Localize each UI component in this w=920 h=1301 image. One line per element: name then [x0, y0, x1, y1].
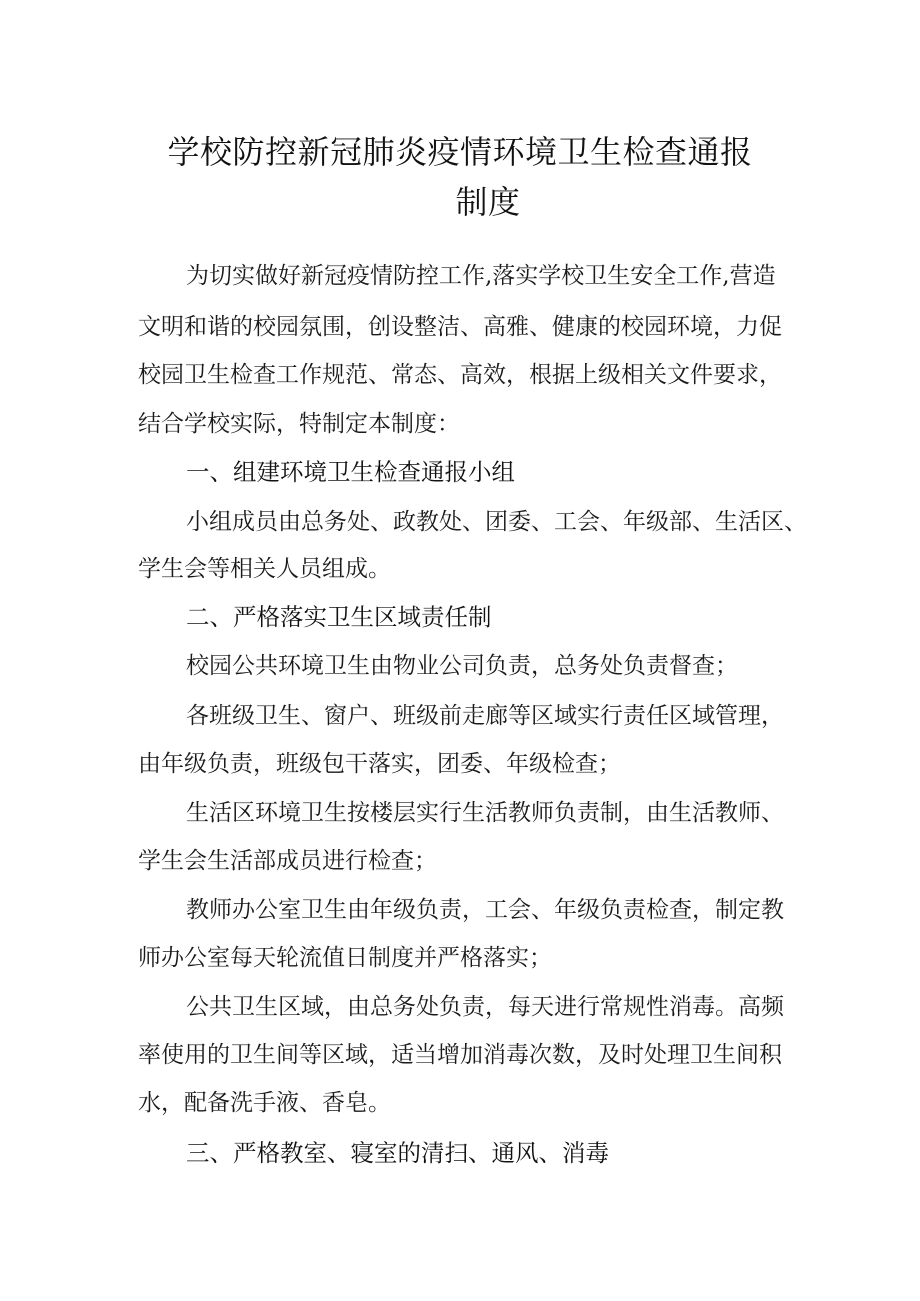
section-2-p4-line-2: 师办公室每天轮流值日制度并严格落实； [138, 945, 552, 971]
section-1-heading: 一、组建环境卫生检查通报小组 [186, 458, 515, 486]
section-1-paragraph-line-2: 学生会等相关人员组成。 [138, 556, 391, 582]
section-2-p3-line-2: 学生会生活部成员进行检查； [138, 848, 437, 874]
document-title-line-2: 制度 [455, 183, 521, 221]
document-title-line-1: 学校防控新冠肺炎疫情环境卫生检查通报 [167, 133, 753, 171]
section-2-p4-line-1: 教师办公室卫生由年级负责，工会、年级负责检查，制定教 [186, 897, 784, 923]
section-2-p5-line-3: 水，配备洗手液、香皂。 [138, 1090, 391, 1116]
intro-line-1: 为切实做好新冠疫情防控工作,落实学校卫生安全工作,营造 [186, 263, 776, 289]
intro-line-2: 文明和谐的校园氛围，创设整洁、高雅、健康的校园环境，力促 [138, 314, 782, 340]
section-2-p2-line-2: 由年级负责，班级包干落实，团委、年级检查； [138, 751, 621, 777]
section-2-p5-line-1: 公共卫生区域，由总务处负责，每天进行常规性消毒。高频 [186, 994, 784, 1020]
section-2-heading: 二、严格落实卫生区域责任制 [186, 603, 492, 631]
section-3-heading: 三、严格教室、寝室的清扫、通风、消毒 [186, 1139, 609, 1167]
section-2-p2-line-1: 各班级卫生、窗户、班级前走廊等区域实行责任区域管理， [186, 703, 784, 729]
section-2-p3-line-1: 生活区环境卫生按楼层实行生活教师负责制，由生活教师、 [186, 800, 784, 826]
intro-line-4: 结合学校实际，特制定本制度： [138, 411, 460, 437]
section-2-p1-line-1: 校园公共环境卫生由物业公司负责，总务处负责督查； [186, 653, 738, 679]
section-2-p5-line-2: 率使用的卫生间等区域，适当增加消毒次数，及时处理卫生间积 [138, 1042, 782, 1068]
intro-line-3: 校园卫生检查工作规范、常态、高效，根据上级相关文件要求， [138, 362, 782, 388]
section-1-paragraph-line-1: 小组成员由总务处、政教处、团委、工会、年级部、生活区、 [186, 509, 807, 535]
